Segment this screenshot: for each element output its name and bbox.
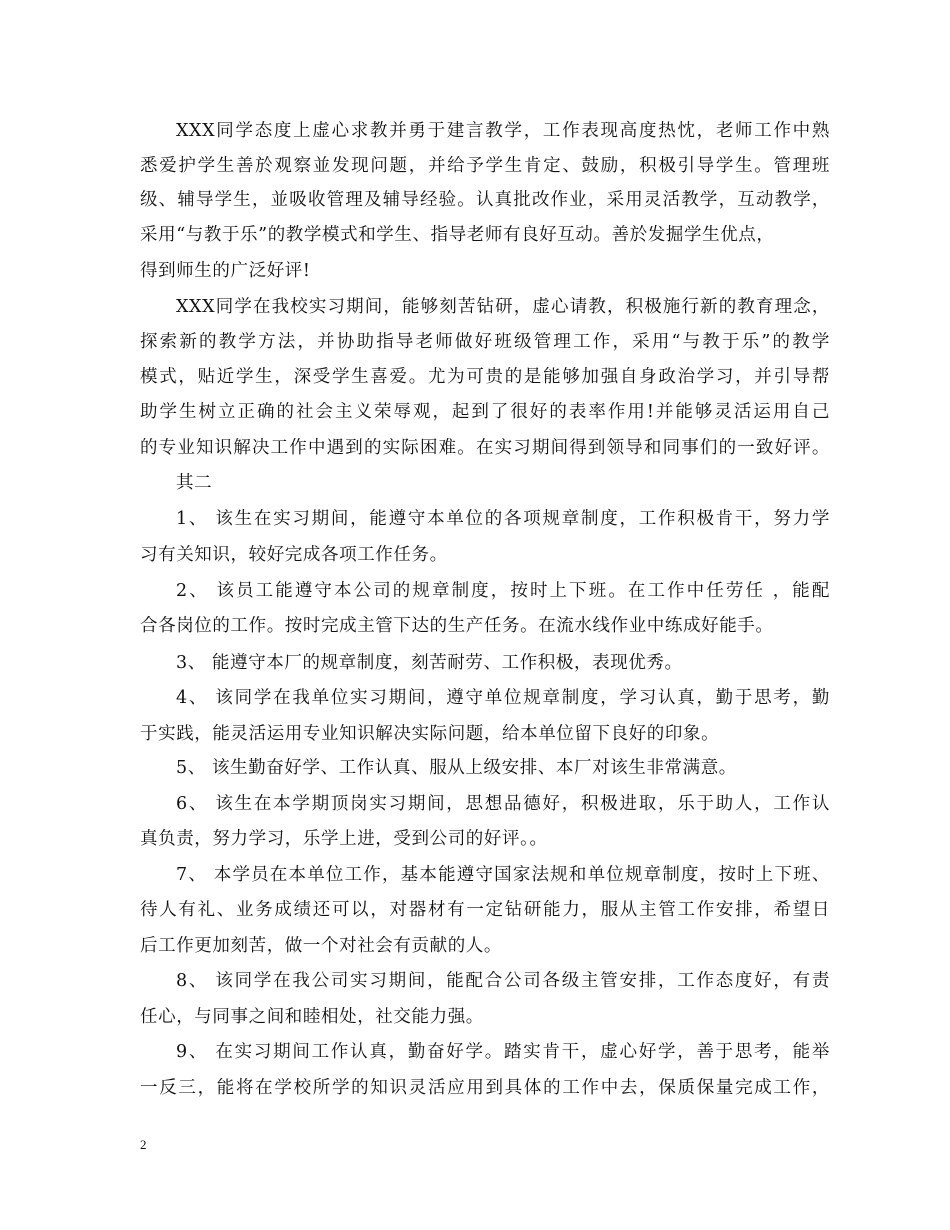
text-line: 5、 该生勤奋好学、工作认真、服从上级安排、本厂对该生非常满意。 [176, 758, 737, 778]
text-line: 9、 在实习期间工作认真，勤奋好学。踏实肯干，虚心好学，善于思考，能举 [176, 1042, 830, 1062]
text-line: 合各岗位的工作。按时完成主管下达的生产任务。在流水线作业中练成好能手。 [140, 616, 774, 636]
text-line: 模式，贴近学生，深受学生喜爱。尤为可贵的是能够加强自身政治学习，并引导帮 [140, 367, 830, 387]
text-line: 后工作更加刻苦，做一个对社会有贡献的人。 [140, 936, 502, 956]
text-line: 真负责，努力学习，乐学上进，受到公司的好评。。 [140, 829, 548, 849]
text-line: 8、 该同学在我公司实习期间，能配合公司各级主管安排，工作态度好，有责 [176, 971, 830, 991]
text-line: 2、 该员工能遵守本公司的规章制度，按时上下班。在工作中任劳任 ，能配 [176, 581, 830, 601]
text-line: 其二 [176, 473, 213, 493]
text-line: XXX同学在我校实习期间，能够刻苦钻研，虚心请教，积极施行新的教育理念， [176, 297, 830, 317]
text-line: 于实践，能灵活运用专业知识解决实际问题，给本单位留下良好的印象。 [140, 724, 720, 744]
text-line: 助学生树立正确的社会主义荣辱观，起到了很好的表率作用!并能够灵活运用自己 [140, 402, 830, 422]
text-line: 的专业知识解决工作中遇到的实际困难。在实习期间得到领导和同事们的一致好评。 [140, 438, 830, 458]
page-number: 2 [140, 1137, 147, 1152]
text-line: 任心，与同事之间和睦相处，社交能力强。 [140, 1007, 484, 1027]
text-line: 一反三，能将在学校所学的知识灵活应用到具体的工作中去，保质保量完成工作， [140, 1078, 830, 1098]
text-line: 得到师生的广泛好评! [140, 261, 311, 281]
text-line: 采用“与教于乐”的教学模式和学生、指导老师有良好互动。善於发掘学生优点， [140, 225, 775, 245]
text-line: 3、 能遵守本厂的规章制度，刻苦耐劳、工作积极，表现优秀。 [176, 653, 683, 673]
text-line: 待人有礼、业务成绩还可以，对器材有一定钻研能力，服从主管工作安排，希望日 [140, 900, 830, 920]
text-line: 4、 该同学在我单位实习期间，遵守单位规章制度，学习认真，勤于思考，勤 [176, 688, 830, 708]
text-line: 级、辅导学生，並吸收管理及辅导经验。认真批改作业，采用灵活教学，互动教学， [140, 190, 830, 210]
text-line: 7、 本学员在本单位工作，基本能遵守国家法规和单位规章制度，按时上下班、 [176, 865, 830, 885]
text-line: 探索新的教学方法，并协助指导老师做好班级管理工作，采用“与教于乐”的教学 [140, 332, 830, 352]
text-line: 1、 该生在实习期间，能遵守本单位的各项规章制度，工作积极肯干，努力学 [176, 509, 830, 529]
text-line: 悉爱护学生善於观察並发现问题，并给予学生肯定、鼓励，积极引导学生。管理班 [140, 156, 830, 176]
text-line: XXX同学态度上虚心求教并勇于建言教学，工作表现高度热忱，老师工作中熟 [176, 121, 830, 141]
text-line: 习有关知识，较好完成各项工作任务。 [140, 545, 448, 565]
text-line: 6、 该生在本学期顶岗实习期间，思想品德好，积极进取，乐于助人，工作认 [176, 794, 830, 814]
